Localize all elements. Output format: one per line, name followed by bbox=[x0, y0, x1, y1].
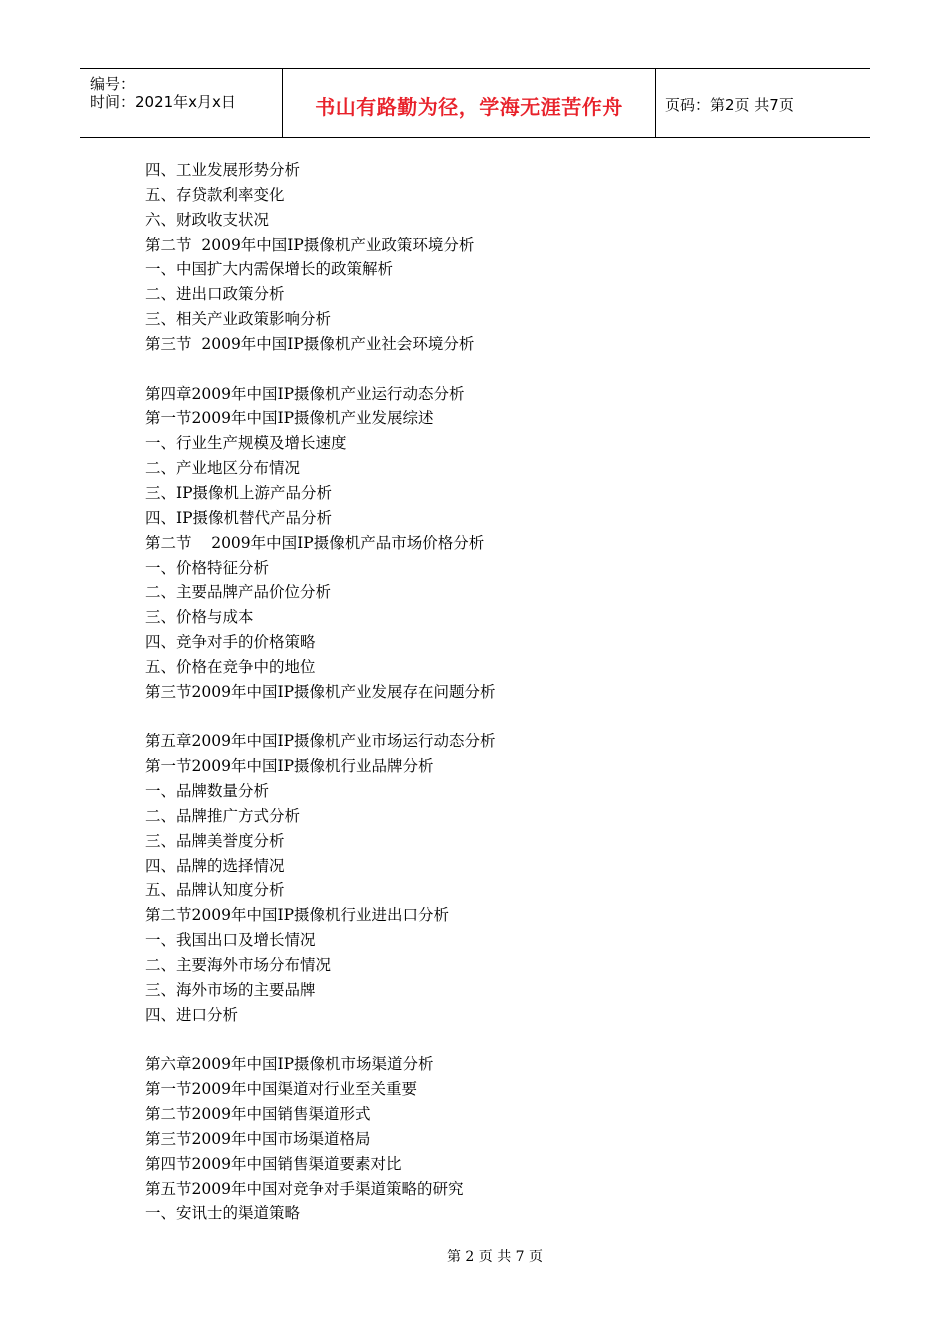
toc-item: 三、IP摄像机上游产品分析 bbox=[145, 483, 333, 502]
header-page-cell bbox=[655, 69, 870, 137]
toc-item: 第二节2009年中国IP摄像机行业进出口分析 bbox=[145, 906, 449, 925]
toc-item: 三、海外市场的主要品牌 bbox=[145, 980, 316, 999]
toc-item: 四、IP摄像机替代产品分析 bbox=[145, 508, 333, 527]
toc-item: 四、品牌的选择情况 bbox=[145, 856, 285, 875]
toc-item: 二、进出口政策分析 bbox=[145, 285, 285, 304]
toc-item: 第二节 2009年中国IP摄像机产业政策环境分析 bbox=[145, 235, 475, 254]
toc-spacer bbox=[145, 357, 845, 382]
toc-item: 一、我国出口及增长情况 bbox=[145, 931, 316, 950]
toc-item: 三、相关产业政策影响分析 bbox=[145, 310, 332, 329]
toc-item: 一、行业生产规模及增长速度 bbox=[145, 434, 347, 453]
toc-item: 第三节2009年中国IP摄像机产业发展存在问题分析 bbox=[145, 682, 496, 701]
toc-item: 第四章2009年中国IP摄像机产业运行动态分析 bbox=[145, 384, 465, 403]
page-footer: 第 2 页 共 7 页 bbox=[446, 1249, 544, 1265]
header-meta-cell bbox=[80, 69, 282, 137]
toc-item: 四、进口分析 bbox=[145, 1005, 239, 1024]
toc-item: 第二节 2009年中国IP摄像机产品市场价格分析 bbox=[145, 533, 485, 552]
table-of-contents bbox=[145, 158, 845, 1226]
toc-spacer bbox=[145, 705, 845, 730]
toc-item: 第二节2009年中国销售渠道形式 bbox=[145, 1105, 371, 1124]
document-time-label: 时间：2021年x月x日 bbox=[90, 93, 236, 111]
toc-item: 二、产业地区分布情况 bbox=[145, 459, 301, 478]
toc-item: 第五章2009年中国IP摄像机产业市场运行动态分析 bbox=[145, 732, 496, 751]
toc-spacer bbox=[145, 1028, 845, 1053]
toc-item: 第五节2009年中国对竞争对手渠道策略的研究 bbox=[145, 1179, 464, 1198]
toc-item: 五、存贷款利率变化 bbox=[145, 185, 285, 204]
toc-item: 第三节 2009年中国IP摄像机产业社会环境分析 bbox=[145, 334, 475, 353]
toc-item: 第四节2009年中国销售渠道要素对比 bbox=[145, 1154, 402, 1173]
toc-item: 二、主要品牌产品价位分析 bbox=[145, 583, 332, 602]
toc-item: 三、品牌美誉度分析 bbox=[145, 831, 285, 850]
page-header bbox=[80, 68, 870, 138]
toc-item: 一、品牌数量分析 bbox=[145, 782, 270, 801]
toc-item: 四、工业发展形势分析 bbox=[145, 161, 301, 179]
toc-item: 第一节2009年中国渠道对行业至关重要 bbox=[145, 1080, 417, 1099]
toc-item: 五、价格在竞争中的地位 bbox=[145, 657, 316, 676]
toc-item: 三、价格与成本 bbox=[145, 608, 254, 627]
toc-item: 二、品牌推广方式分析 bbox=[145, 806, 301, 825]
toc-item: 第一节2009年中国IP摄像机行业品牌分析 bbox=[145, 757, 434, 776]
toc-item: 一、安讯士的渠道策略 bbox=[145, 1204, 301, 1223]
toc-item: 第三节2009年中国市场渠道格局 bbox=[145, 1129, 371, 1148]
toc-item: 六、财政收支状况 bbox=[145, 210, 270, 229]
toc-item: 五、品牌认知度分析 bbox=[145, 881, 285, 900]
header-motto: 书山有路勤为径，学海无涯苦作舟 bbox=[315, 95, 623, 119]
toc-item: 一、中国扩大内需保增长的政策解析 bbox=[145, 260, 394, 279]
header-page-code: 页码：第2页 共7页 bbox=[665, 96, 794, 114]
toc-item: 第六章2009年中国IP摄像机市场渠道分析 bbox=[145, 1055, 434, 1074]
toc-item: 二、主要海外市场分布情况 bbox=[145, 956, 332, 974]
header-motto-cell bbox=[282, 69, 656, 137]
toc-item: 一、价格特征分析 bbox=[145, 558, 270, 577]
document-number-label: 编号： bbox=[90, 75, 136, 93]
toc-item: 四、竞争对手的价格策略 bbox=[145, 633, 316, 652]
toc-item: 第一节2009年中国IP摄像机产业发展综述 bbox=[145, 409, 434, 428]
